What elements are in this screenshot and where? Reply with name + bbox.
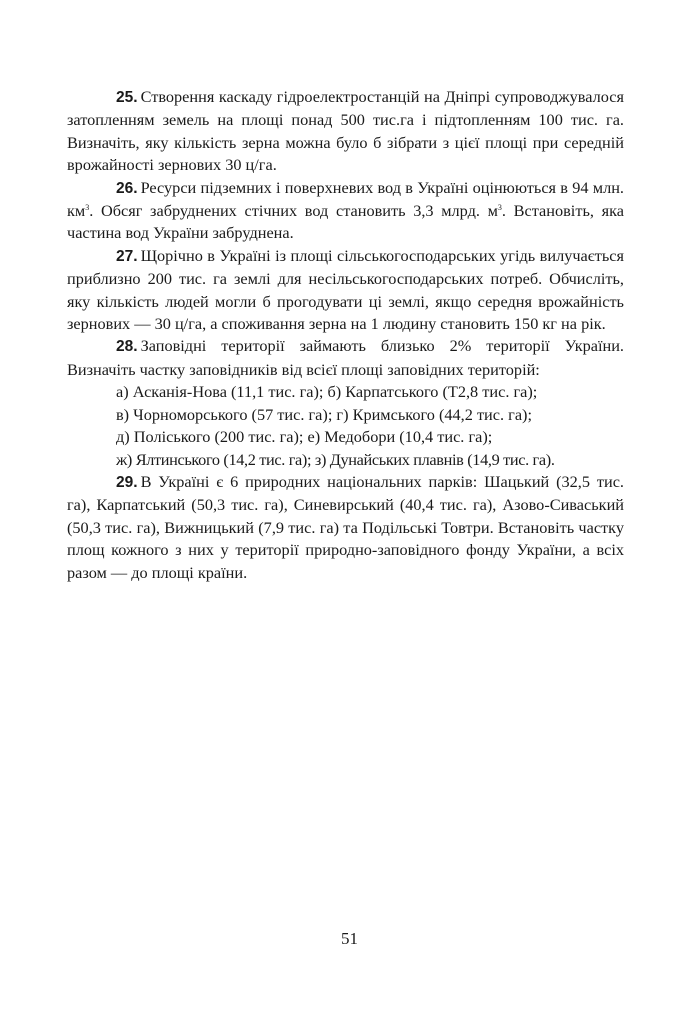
task-number: 27.	[116, 247, 138, 265]
page-content	[67, 86, 624, 584]
task-text: Заповідні території займають близько 2% території України. Визначіть частку заповідників від всієї площі заповідних територій:	[67, 336, 624, 379]
superscript: 3	[85, 203, 90, 213]
task-text-part: Ресурси підземних і поверхневих вод в Україні оцінюються в 94 млн. км	[67, 177, 624, 221]
task-text: Створення каскаду гідроелектростанцій на Дніпрі супроводжувалося затопленням земель на площі понад 500 тис.га і підтопленням 100 тис. га. Визначіть, яку кількість зерна можна було б зібрати з цієї площі при середній врожайності зернових 30 ц/га.	[67, 87, 624, 175]
task-text: В Україні є 6 природних національних парків: Шацький (32,5 тис. га), Карпатський (50,3 тис. га), Синевирський (40,4 тис. га), Азово-Сиваський (50,3 тис. га), Вижницький (7,9 тис. га) та Подільські Товтри. Встановіть частку площ кожного з них у території природно-заповідного фонду України, а всіх разом — до площі країни.	[67, 471, 624, 582]
task-number: 25.	[116, 89, 138, 106]
task-text-part: . Встановіть, яка частина вод України забруднена.	[67, 201, 624, 243]
task-29	[67, 471, 624, 584]
task-number: 29.	[116, 473, 138, 491]
task-25	[67, 86, 624, 177]
task-text-part: . Обсяг забруднених стічних вод становить 3,3 млрд. м	[89, 201, 498, 221]
reserve-list-item: д) Поліського (200 тис. га); е) Медобори (10,4 тис. га);	[116, 427, 493, 447]
task-number: 28.	[116, 338, 138, 356]
task-26	[67, 177, 624, 245]
page-number: 51	[341, 929, 358, 948]
task-28	[67, 335, 624, 381]
reserve-list-item: а) Асканія-Нова (11,1 тис. га); б) Карпатського (Т2,8 тис. га);	[116, 382, 538, 402]
task-27	[67, 245, 624, 336]
task-text: Щорічно в Україні із площі сільськогосподарських угідь вилучається приблизно 200 тис. га землі для несільськогосподарських потреб. Обчисліть, яку кількість людей могли б прогодувати ці землі, якщо середня врожайність зернових — 30 ц/га, а споживання зерна на 1 людину становить 150 кг на рік.	[67, 245, 624, 334]
reserve-list-item: в) Чорноморського (57 тис. га); г) Кримського (44,2 тис. га);	[116, 404, 532, 424]
reserve-list-item: ж) Ялтинського (14,2 тис. га); з) Дунайських плавнів (14,9 тис. га).	[116, 449, 555, 469]
task-number: 26.	[116, 179, 138, 197]
superscript: 3	[497, 203, 502, 213]
